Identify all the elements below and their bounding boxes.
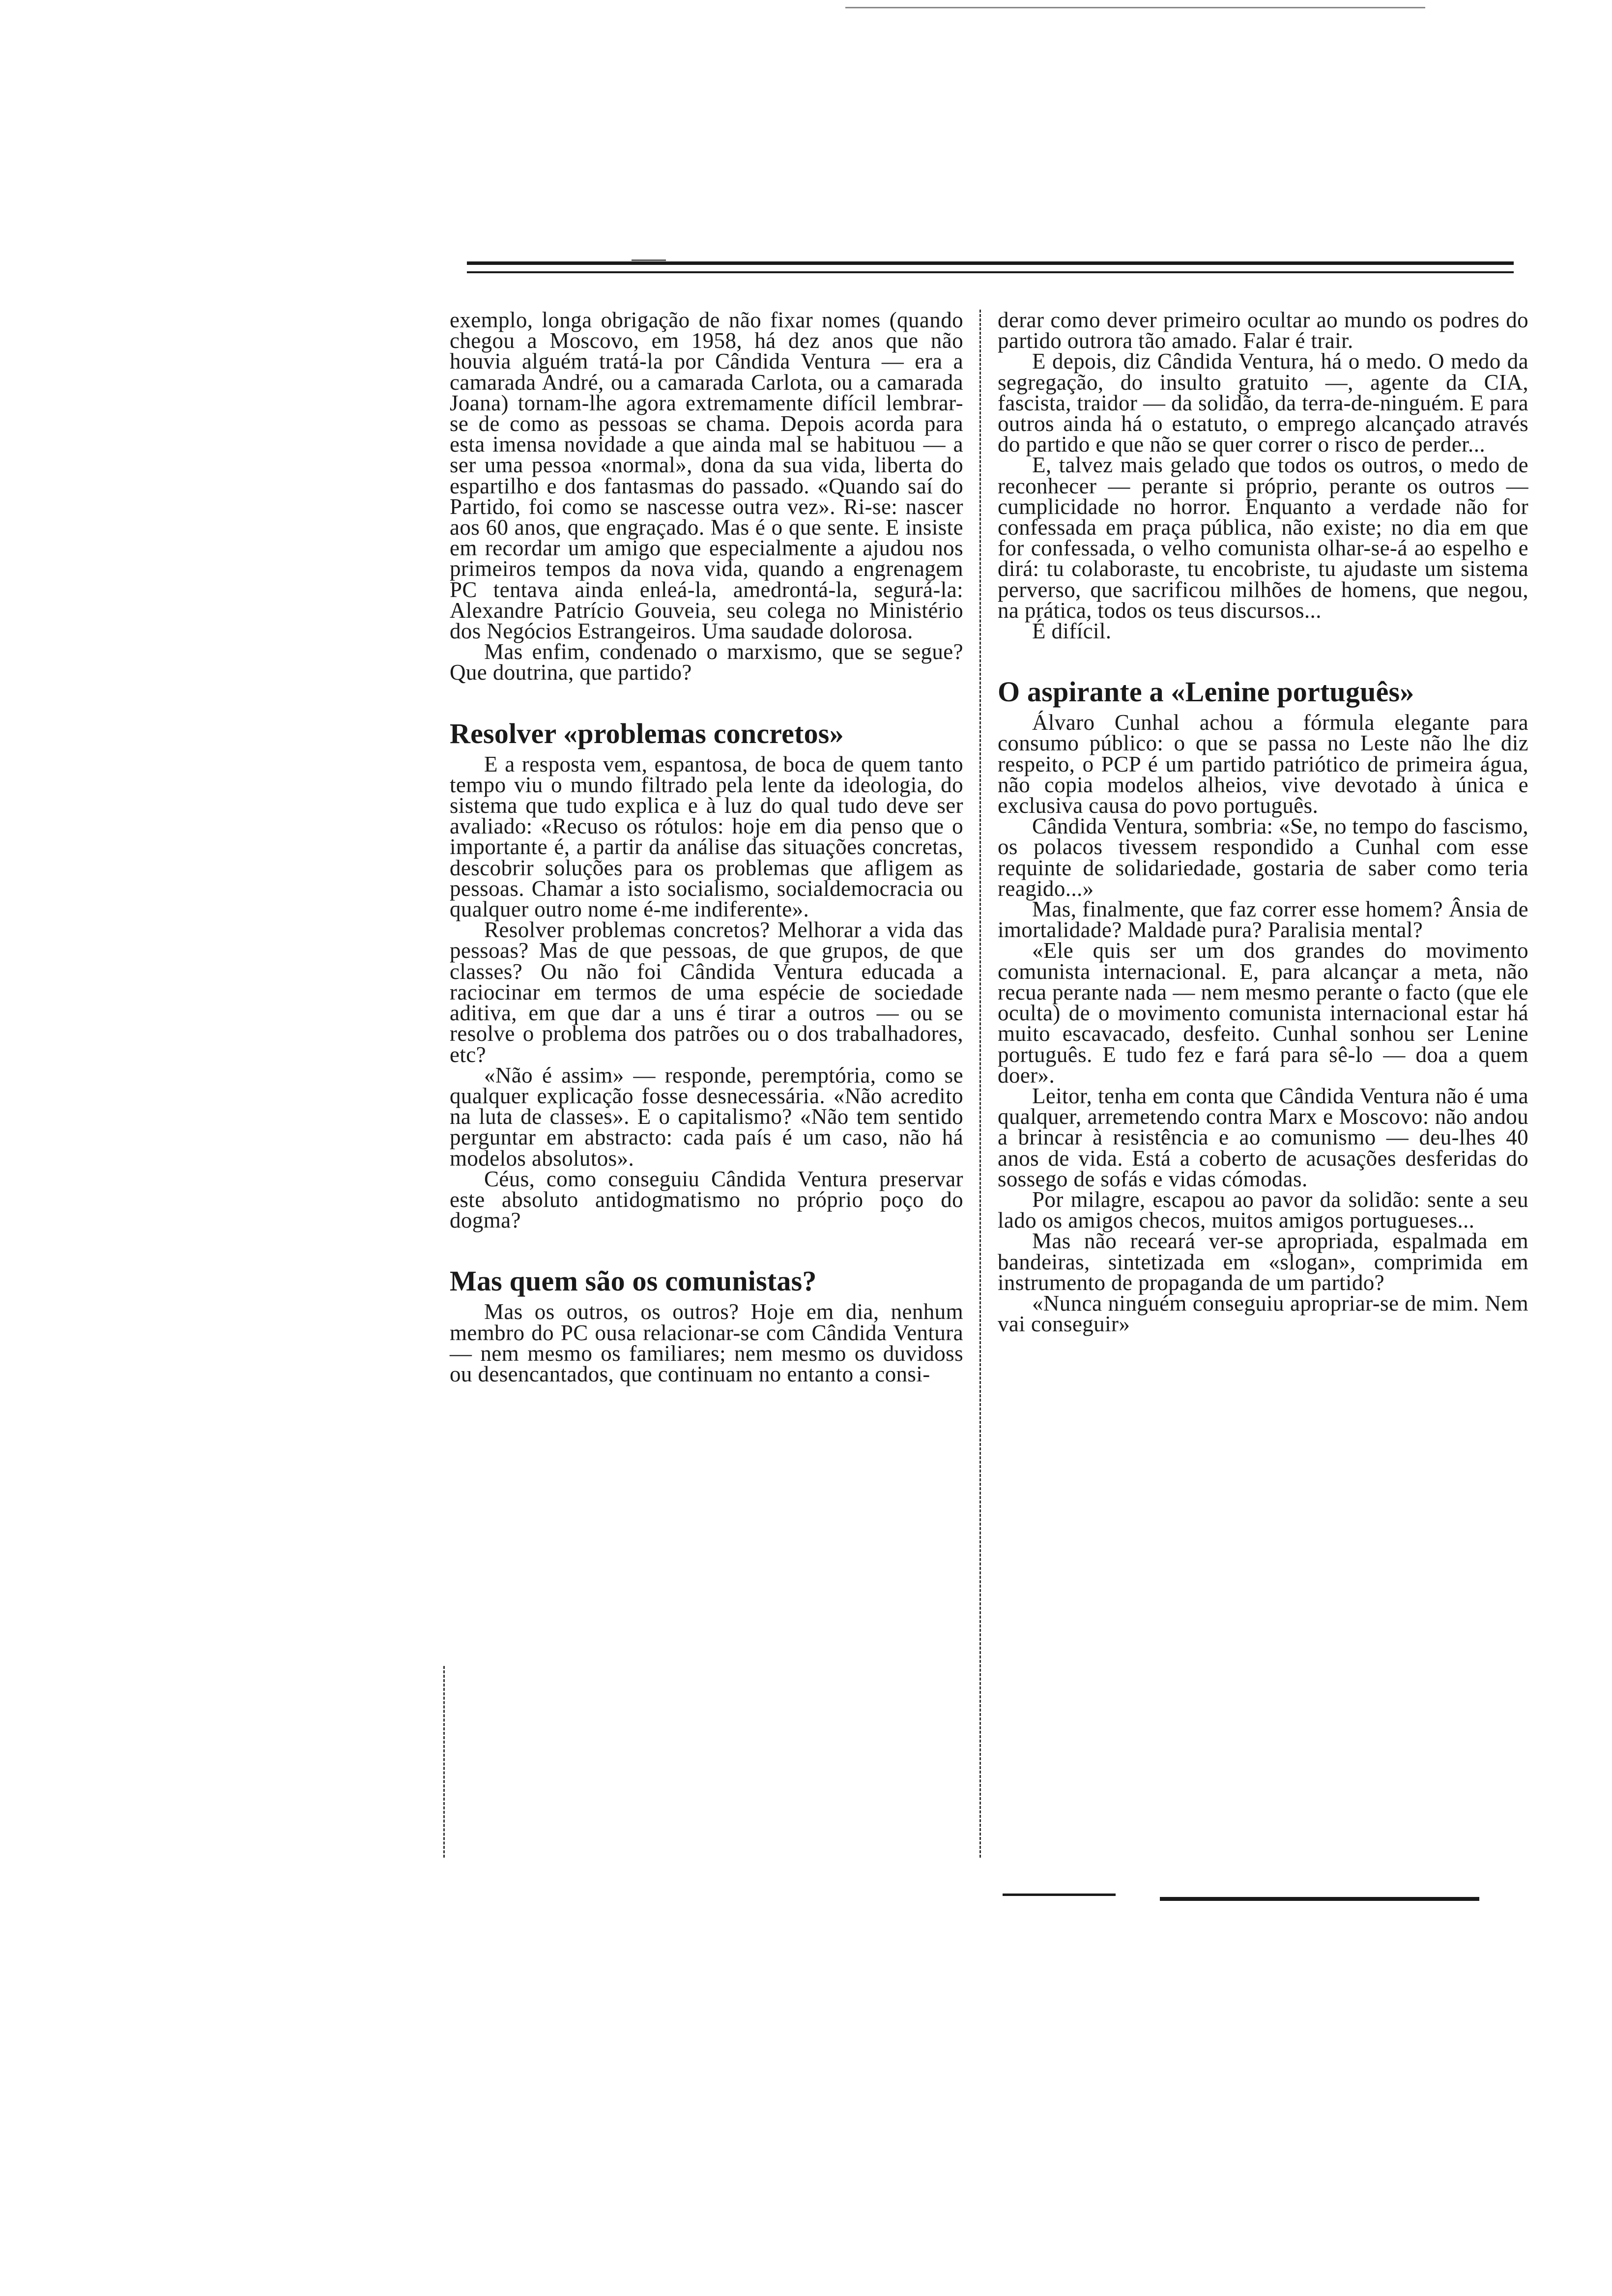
paragraph: «Não é assim» — responde, peremptória, como se qualquer explicação fosse desnecessária. «Não acredito na luta de classes». E o capitalismo? «Não tem sentido perguntar em abstracto: cada país é um caso, não há modelos absolutos».	[450, 1062, 963, 1171]
paragraph: É difícil.	[1032, 619, 1112, 644]
paragraph: E depois, diz Cândida Ventura, há o medo. O medo da segregação, do insulto gratuito —, agente da CIA, fascista, traidor — da solidão, da terra-de-ninguém. E para outros ainda há o estatuto, o emprego alcançado através do partido e que não se quer correr o risco de perder...	[998, 349, 1528, 457]
column-separator	[979, 310, 981, 1858]
top-edge-line	[845, 7, 1425, 8]
left-margin-mark	[443, 1666, 445, 1858]
paragraph: Mas enfim, condenado o marxismo, que se segue? Que doutrina, que partido?	[450, 639, 963, 685]
paragraph: «Nunca ninguém conseguiu apropriar-se de mim. Nem vai conseguir»	[998, 1291, 1528, 1337]
paragraph: Céus, como conseguiu Cândida Ventura preservar este absoluto antidogmatismo no próprio poço do dogma?	[450, 1166, 963, 1233]
footer-rule-long	[1160, 1897, 1479, 1901]
paragraph: Resolver problemas concretos? Melhorar a vida das pessoas? Mas de que pessoas, de que grupos, de que classes? Ou não foi Cândida Ventura educada a raciocinar em termos de uma espécie de sociedade aditiva, em que dar a uns é tirar a outros — ou se resolve o problema dos patrões ou o dos trabalhadores, etc?	[450, 918, 963, 1067]
paragraph: E, talvez mais gelado que todos os outros, o medo de reconhecer — perante si próprio, perante os outros — cumplicidade no horror. Enquanto a verdade não for confessada em praça pública, não existe; no dia em que for confessada, o velho comunista olhar-se-á ao espelho e dirá: tu colaboraste, tu encobriste, tu ajudaste um sistema perverso, que sacrificou milhões de homens, que negou, na prática, todos os teus discursos...	[998, 453, 1528, 623]
paragraph: Por milagre, escapou ao pavor da solidão: sente a seu lado os amigos checos, muitos amigos portugueses...	[998, 1187, 1528, 1233]
paragraph: Mas não receará ver-se apropriada, espalmada em bandeiras, sintetizada em «slogan», comprimida em instrumento de propaganda de um partido?	[998, 1229, 1528, 1295]
paragraph: «Ele quis ser um dos grandes do movimento comunista internacional. E, para alcançar a meta, não recua perante nada — nem mesmo perante o facto (que ele oculta) de o movimento comunista internacional estar há muito escavacado, desfeito. Cunhal sonhou ser Lenine português. E tudo fez e fará para sê-lo — doa a quem doer».	[998, 938, 1528, 1088]
article-right-column	[998, 308, 1528, 1337]
paragraph: Mas os outros, os outros? Hoje em dia, nenhum membro do PC ousa relacionar-se com Cândida Ventura — nem mesmo os familiares; nem mesmo os duvidoss ou desencantados, que continuam no entanto a consi-	[450, 1299, 963, 1386]
paragraph: Cândida Ventura, sombria: «Se, no tempo do fascismo, os polacos tivessem respondido a Cunhal com esse requinte de solidariedade, gostaria de saber como teria reagido...»	[998, 814, 1528, 901]
paragraph: exemplo, longa obrigação de não fixar nomes (quando chegou a Moscovo, em 1958, há dez anos que não houvia alguém tratá-la por Cândida Ventura — era a camarada André, ou a camarada Carlota, ou a camarada Joana) tornam-lhe agora extremamente difícil lembrar-se de como as pessoas se chama. Depois acorda para esta imensa novidade a que ainda mal se habituou — a ser uma pessoa «normal», dona da sua vida, liberta do espartilho e dos fantasmas do passado. «Quando saí do Partido, foi como se nascesse outra vez». Ri-se: nascer aos 60 anos, que engraçado. Mas é o que sente. E insiste em recordar um amigo que especialmente a ajudou nos primeiros tempos da nova vida, quando a engrenagem PC tentava ainda enleá-la, amedrontá-la, segurá-la: Alexandre Patrício Gouveia, seu colega no Ministério dos Negócios Estrangeiros. Uma saudade dolorosa.	[450, 308, 963, 644]
section-heading: Mas quem são os comunistas?	[450, 1265, 817, 1297]
section-heading: Resolver «problemas concretos»	[450, 717, 844, 749]
header-rule-upper	[467, 261, 1514, 265]
section-heading: O aspirante a «Lenine português»	[998, 676, 1414, 708]
paragraph: Álvaro Cunhal achou a fórmula elegante para consumo público: o que se passa no Leste não lhe diz respeito, o PCP é um partido patriótico de primeira água, não copia modelos alheios, vive devotado à única e exclusiva causa do povo português.	[998, 710, 1528, 818]
paragraph: Mas, finalmente, que faz correr esse homem? Ânsia de imortalidade? Maldade pura? Paralisia mental?	[998, 897, 1528, 943]
header-rule-tick	[632, 259, 666, 261]
paragraph: Leitor, tenha em conta que Cândida Ventura não é uma qualquer, arremetendo contra Marx e Moscovo: não andou a brincar à resistência e ao comunismo — deu-lhes 40 anos de vida. Está a coberto de acusações desferidas do sossego de sofás e vidas cómodas.	[998, 1083, 1528, 1191]
paragraph: derar como dever primeiro ocultar ao mundo os podres do partido outrora tão amado. Falar é trair.	[998, 308, 1528, 353]
header-rule-lower	[467, 271, 1514, 273]
article-left-column	[450, 310, 963, 1384]
paragraph: E a resposta vem, espantosa, de boca de quem tanto tempo viu o mundo filtrado pela lente da ideologia, do sistema que tudo explica e à luz do qual tudo deve ser avaliado: «Recuso os rótulos: hoje em dia penso que o importante é, a partir da análise das situações concretas, descobrir soluções para os problemas que afligem as pessoas. Chamar a isto socialismo, socialdemocracia ou qualquer outro nome é-me indiferente».	[450, 751, 963, 922]
footer-rule-short	[1003, 1894, 1116, 1896]
